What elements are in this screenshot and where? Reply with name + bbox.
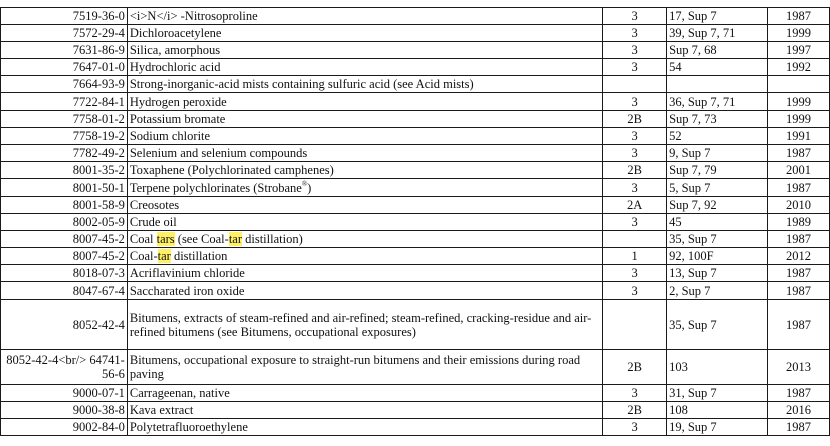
agent-name-cell bbox=[127, 42, 602, 59]
year-cell: 1987 bbox=[768, 385, 830, 402]
cas-number-cell: 8002-05-9 bbox=[1, 214, 128, 231]
cas-number-cell: 7758-19-2 bbox=[1, 128, 128, 145]
cas-number-cell: 8007-45-2 bbox=[1, 248, 128, 265]
volume-cell: 9, Sup 7 bbox=[667, 145, 768, 162]
table-row bbox=[1, 162, 830, 179]
agent-name-cell bbox=[127, 179, 602, 197]
table-row bbox=[1, 402, 830, 419]
agent-text: (see Coal- bbox=[174, 232, 229, 246]
carcinogen-classification-table bbox=[0, 7, 830, 436]
volume-cell: Sup 7, 68 bbox=[667, 42, 768, 59]
group-cell: 2B bbox=[603, 111, 667, 128]
cas-number-cell: 8007-45-2 bbox=[1, 231, 128, 248]
table-top-edge bbox=[0, 0, 830, 7]
year-cell: 1987 bbox=[768, 145, 830, 162]
volume-cell: 5, Sup 7 bbox=[667, 179, 768, 197]
cas-number-cell: 7664-93-9 bbox=[1, 76, 128, 93]
volume-cell: 39, Sup 7, 71 bbox=[667, 25, 768, 42]
group-cell: 3 bbox=[603, 8, 667, 25]
agent-text: Acriflavinium chloride bbox=[129, 266, 245, 280]
cas-number-cell: 7519-36-0 bbox=[1, 8, 128, 25]
agent-text: Carrageenan, native bbox=[129, 386, 230, 400]
table-row bbox=[1, 76, 830, 93]
year-cell: 1987 bbox=[768, 231, 830, 248]
year-cell: 1987 bbox=[768, 179, 830, 197]
agent-text: Saccharated iron oxide bbox=[129, 283, 245, 298]
group-cell bbox=[603, 76, 667, 93]
search-highlight: tar bbox=[157, 249, 171, 263]
volume-cell: 54 bbox=[667, 59, 768, 76]
group-cell: 2A bbox=[603, 197, 667, 214]
table-row bbox=[1, 93, 830, 111]
agent-name-cell bbox=[127, 385, 602, 402]
agent-text: Coal- bbox=[129, 249, 158, 263]
group-cell: 2B bbox=[603, 162, 667, 179]
volume-cell: 52 bbox=[667, 128, 768, 145]
table-row bbox=[1, 300, 830, 350]
group-cell: 3 bbox=[603, 214, 667, 231]
cas-number-cell: 8001-35-2 bbox=[1, 162, 128, 179]
year-cell: 1999 bbox=[768, 111, 830, 128]
agent-text: Strong-inorganic-acid mists containing sulfuric acid (see Acid mists) bbox=[129, 77, 474, 91]
table-row bbox=[1, 214, 830, 231]
group-cell: 3 bbox=[603, 385, 667, 402]
group-cell: 1 bbox=[603, 248, 667, 265]
year-cell: 1992 bbox=[768, 59, 830, 76]
group-cell: 3 bbox=[603, 179, 667, 197]
year-cell: 1987 bbox=[768, 300, 830, 350]
cas-number-cell: 7647-01-0 bbox=[1, 59, 128, 76]
table-row bbox=[1, 265, 830, 282]
volume-cell: 92, 100F bbox=[667, 248, 768, 265]
table-row bbox=[1, 111, 830, 128]
cas-number-cell: 8001-58-9 bbox=[1, 197, 128, 214]
table-row bbox=[1, 128, 830, 145]
volume-cell: 108 bbox=[667, 402, 768, 419]
table-row bbox=[1, 25, 830, 42]
volume-cell: 35, Sup 7 bbox=[667, 231, 768, 248]
agent-name-cell bbox=[127, 59, 602, 76]
volume-cell: 35, Sup 7 bbox=[667, 300, 768, 350]
agent-text: Polytetrafluoroethylene bbox=[129, 420, 248, 434]
group-cell: 2B bbox=[603, 402, 667, 419]
cas-number-cell: 9000-38-8 bbox=[1, 402, 128, 419]
agent-text: Hydrochloric acid bbox=[129, 60, 221, 74]
year-cell: 1997 bbox=[768, 42, 830, 59]
agent-text: Bitumens, extracts of steam-refined and air-refined; steam-refined, cracking-residue and air-refined bitumens (see Bitumens, occupational exposures) bbox=[129, 310, 592, 339]
group-cell: 2B bbox=[603, 350, 667, 385]
cas-number-cell: 8052-42-4<br/> 64741-56-6 bbox=[1, 350, 128, 385]
volume-cell: 45 bbox=[667, 214, 768, 231]
volume-cell: Sup 7, 79 bbox=[667, 162, 768, 179]
agent-text: <i>N</i> -Nitrosoproline bbox=[129, 9, 258, 23]
agent-text: Creosotes bbox=[129, 198, 180, 212]
agent-text: Terpene polychlorinates (Strobane bbox=[129, 180, 302, 195]
table-row bbox=[1, 231, 830, 248]
volume-cell: 17, Sup 7 bbox=[667, 8, 768, 25]
agent-text: Dichloroacetylene bbox=[129, 26, 222, 40]
agent-name-cell bbox=[127, 402, 602, 419]
volume-cell: 13, Sup 7 bbox=[667, 265, 768, 282]
cas-number-cell: 7782-49-2 bbox=[1, 145, 128, 162]
group-cell: 3 bbox=[603, 145, 667, 162]
volume-cell: 31, Sup 7 bbox=[667, 385, 768, 402]
group-cell bbox=[603, 300, 667, 350]
group-cell: 3 bbox=[603, 128, 667, 145]
agent-name-cell bbox=[127, 282, 602, 300]
agent-name-cell bbox=[127, 231, 602, 248]
cas-number-cell: 8052-42-4 bbox=[1, 300, 128, 350]
group-cell: 3 bbox=[603, 42, 667, 59]
year-cell: 1987 bbox=[768, 282, 830, 300]
year-cell: 1987 bbox=[768, 419, 830, 436]
agent-text: Coal bbox=[129, 232, 157, 246]
table-row bbox=[1, 419, 830, 436]
group-cell: 3 bbox=[603, 59, 667, 76]
agent-text: Sodium chlorite bbox=[129, 129, 211, 143]
agent-name-cell bbox=[127, 300, 602, 350]
year-cell: 1987 bbox=[768, 8, 830, 25]
agent-text: Silica, amorphous bbox=[129, 43, 221, 57]
agent-name-cell bbox=[127, 128, 602, 145]
agent-text: Toxaphene (Polychlorinated camphenes) bbox=[129, 163, 334, 177]
group-cell: 3 bbox=[603, 419, 667, 436]
agent-text: distillation bbox=[170, 249, 228, 263]
volume-cell: 36, Sup 7, 71 bbox=[667, 93, 768, 111]
cas-number-cell: 7631-86-9 bbox=[1, 42, 128, 59]
cas-number-cell: 9002-84-0 bbox=[1, 419, 128, 436]
cas-number-cell: 9000-07-1 bbox=[1, 385, 128, 402]
table-row bbox=[1, 179, 830, 197]
table-row bbox=[1, 282, 830, 300]
agent-text: distillation) bbox=[242, 232, 303, 246]
cas-number-cell: 7758-01-2 bbox=[1, 111, 128, 128]
table-row bbox=[1, 197, 830, 214]
table-row bbox=[1, 42, 830, 59]
agent-name-cell bbox=[127, 76, 602, 93]
search-highlight: tar bbox=[228, 232, 242, 246]
year-cell: 1987 bbox=[768, 265, 830, 282]
agent-text: Kava extract bbox=[129, 403, 194, 417]
year-cell: 2013 bbox=[768, 350, 830, 385]
year-cell: 2016 bbox=[768, 402, 830, 419]
agent-name-cell bbox=[127, 145, 602, 162]
cas-number-cell: 8018-07-3 bbox=[1, 265, 128, 282]
table-row bbox=[1, 8, 830, 25]
volume-cell: Sup 7, 92 bbox=[667, 197, 768, 214]
agent-name-cell bbox=[127, 214, 602, 231]
cas-number-cell: 7722-84-1 bbox=[1, 93, 128, 111]
table-body bbox=[1, 8, 830, 436]
volume-cell bbox=[667, 76, 768, 93]
agent-name-cell bbox=[127, 25, 602, 42]
group-cell bbox=[603, 231, 667, 248]
cas-number-cell: 7572-29-4 bbox=[1, 25, 128, 42]
cas-number-cell: 8001-50-1 bbox=[1, 179, 128, 197]
table-row bbox=[1, 59, 830, 76]
agent-name-cell bbox=[127, 265, 602, 282]
agent-text: Bitumens, occupational exposure to straight-run bitumens and their emissions during road paving bbox=[129, 353, 581, 381]
agent-text: Potassium bromate bbox=[129, 112, 226, 126]
year-cell: 1991 bbox=[768, 128, 830, 145]
agent-text: Selenium and selenium compounds bbox=[129, 146, 308, 160]
year-cell: 2012 bbox=[768, 248, 830, 265]
agent-name-cell bbox=[127, 111, 602, 128]
table-row bbox=[1, 248, 830, 265]
cas-number-cell: 8047-67-4 bbox=[1, 282, 128, 300]
registered-mark: ® bbox=[301, 179, 308, 188]
group-cell: 3 bbox=[603, 265, 667, 282]
table-row bbox=[1, 350, 830, 385]
agent-name-cell bbox=[127, 248, 602, 265]
year-cell: 1989 bbox=[768, 214, 830, 231]
group-cell: 3 bbox=[603, 25, 667, 42]
group-cell: 3 bbox=[603, 282, 667, 300]
volume-cell: 103 bbox=[667, 350, 768, 385]
agent-text: ) bbox=[307, 180, 312, 195]
search-highlight: tars bbox=[156, 232, 175, 246]
year-cell: 1999 bbox=[768, 93, 830, 111]
group-cell: 3 bbox=[603, 93, 667, 111]
year-cell: 1999 bbox=[768, 25, 830, 42]
agent-name-cell bbox=[127, 419, 602, 436]
volume-cell: Sup 7, 73 bbox=[667, 111, 768, 128]
year-cell: 2001 bbox=[768, 162, 830, 179]
agent-text: Hydrogen peroxide bbox=[129, 94, 227, 109]
year-cell: 2010 bbox=[768, 197, 830, 214]
volume-cell: 19, Sup 7 bbox=[667, 419, 768, 436]
agent-name-cell bbox=[127, 8, 602, 25]
agent-name-cell bbox=[127, 93, 602, 111]
agent-name-cell bbox=[127, 197, 602, 214]
table-row bbox=[1, 385, 830, 402]
table-row bbox=[1, 145, 830, 162]
volume-cell: 2, Sup 7 bbox=[667, 282, 768, 300]
agent-name-cell bbox=[127, 350, 602, 385]
year-cell bbox=[768, 76, 830, 93]
agent-name-cell bbox=[127, 162, 602, 179]
agent-text: Crude oil bbox=[129, 215, 177, 229]
